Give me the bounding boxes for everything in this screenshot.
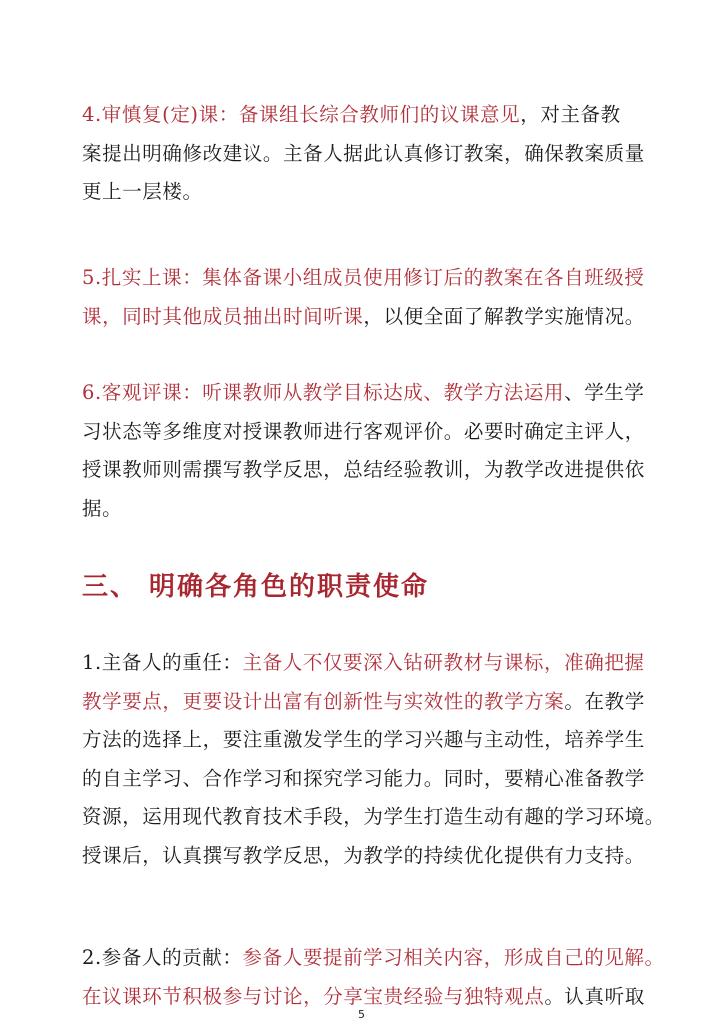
- highlighted-text: 课，同时其他成员抽出时间听课: [82, 304, 364, 328]
- highlighted-text: 教学要点，更要设计出富有创新性与实效性的教学方案: [82, 689, 565, 713]
- text-line: [82, 135, 645, 174]
- section-heading: 三、 明确各角色的职责使命: [82, 572, 430, 602]
- body-text: 据。: [82, 496, 123, 520]
- page-number: 5: [358, 1008, 365, 1021]
- highlighted-text: 在议课环节积极参与讨论，分享宝贵经验与独特观点: [82, 984, 545, 1008]
- paragraph-lead-preparer: [82, 644, 665, 875]
- text-line: [82, 683, 645, 722]
- paragraph-review-revise: [82, 96, 645, 212]
- text-line: [82, 760, 645, 799]
- highlighted-text: 主备人不仅要深入钻研教材与课标，准确把握: [242, 651, 645, 674]
- text-line: [82, 173, 642, 212]
- text-line: [82, 798, 665, 837]
- body-text: 授课教师则需撰写教学反思，总结经验教训，为教学改进提供依: [82, 458, 645, 481]
- text-line: [82, 490, 642, 529]
- text-line: [82, 259, 645, 298]
- text-line: [82, 413, 645, 452]
- body-text: 更上一层楼。: [82, 180, 203, 203]
- body-text: ，以便全面了解教学实施情况。: [363, 304, 645, 328]
- text-line: [82, 939, 665, 978]
- paragraph-participant: [82, 939, 665, 1016]
- body-text: 。认真听取: [544, 984, 645, 1008]
- highlighted-text: 4.审慎复(定)课：备课组长综合教师们的议课意见: [82, 103, 521, 126]
- text-line: [82, 837, 645, 876]
- body-text: 。在教学: [564, 689, 645, 713]
- paragraph-evaluate-class: [82, 374, 645, 528]
- text-line: [82, 644, 645, 683]
- text-line: [82, 721, 645, 760]
- text-line: [82, 374, 645, 413]
- body-text: 2.参备人的贡献：: [82, 946, 243, 969]
- text-line: [82, 451, 645, 490]
- body-text: 方法的选择上，要注重激发学生的学习兴趣与主动性，培养学生: [82, 728, 645, 751]
- body-text: 1.主备人的重任：: [82, 651, 243, 674]
- body-text: 的自主学习、合作学习和探究学习能力。同时，要精心准备教学: [82, 766, 645, 790]
- paragraph-teach-class: [82, 259, 645, 336]
- text-line: [82, 96, 642, 135]
- body-text: 授课后，认真撰写教学反思，为教学的持续优化提供有力支持。: [82, 843, 645, 867]
- highlighted-text: 5.扎实上课：集体备课小组成员使用修订后的教案在各自班级授: [82, 266, 645, 289]
- text-line: [82, 298, 645, 337]
- body-text: 案提出明确修改建议。主备人据此认真修订教案，确保教案质量: [82, 141, 645, 165]
- body-text: 习状态等多维度对授课教师进行客观评价。必要时确定主评人，: [82, 419, 645, 443]
- body-text: ，对主备教: [520, 103, 621, 126]
- highlighted-text: 参备人要提前学习相关内容，形成自己的见解。: [242, 946, 665, 969]
- body-text: 资源，运用现代教育技术手段，为学生打造生动有趣的学习环境。: [82, 805, 665, 828]
- body-text: 、学生学: [564, 381, 645, 404]
- highlighted-text: 6.客观评课：听课教师从教学目标达成、教学方法运用: [82, 381, 565, 404]
